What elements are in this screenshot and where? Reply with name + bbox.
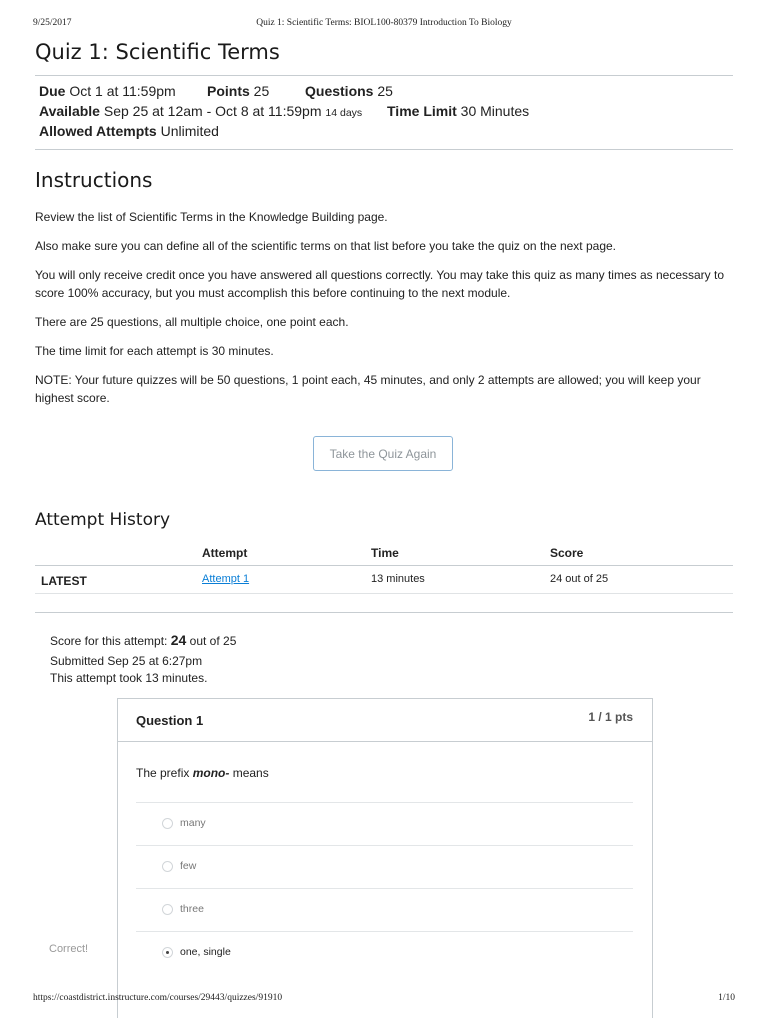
instruction-paragraph: NOTE: Your future quizzes will be 50 questions, 1 point each, 45 minutes, and only 2 attempts are allowed; you will keep your highest score. [35, 373, 701, 405]
instruction-paragraph: You will only receive credit once you have answered all questions correctly. You may take this quiz as many times as necessary to score 100% accuracy, but you must accomplish this before continuing to the next module. [35, 268, 725, 300]
question-prompt [136, 766, 269, 780]
attempt-1-link[interactable]: Attempt 1 [202, 573, 250, 585]
radio-button[interactable] [162, 904, 173, 915]
score-prefix: Score for this attempt: [50, 634, 168, 648]
column-header-attempt: Attempt [202, 546, 248, 560]
points-label: Points [207, 83, 250, 99]
latest-label: LATEST [41, 574, 87, 588]
table-row-divider [35, 593, 733, 594]
score-value: 24 [170, 632, 187, 648]
radio-button[interactable] [162, 861, 173, 872]
table-header-divider [35, 565, 733, 566]
available-days: 14 days [325, 107, 363, 119]
divider [35, 612, 733, 613]
column-header-time: Time [371, 546, 399, 560]
answer-divider [136, 802, 633, 803]
available-label: Available [39, 103, 100, 119]
prompt-term: mono- [192, 766, 230, 780]
column-header-score: Score [550, 546, 584, 560]
print-header [33, 18, 735, 32]
due-label: Due [39, 83, 66, 99]
answer-label: three [180, 903, 204, 915]
answer-label: one, single [180, 946, 231, 958]
questions-meta [305, 83, 393, 99]
prompt-suffix: means [232, 766, 269, 780]
attempt-time: 13 minutes [371, 573, 425, 585]
duration-text: This attempt took 13 minutes. [50, 671, 208, 685]
quiz-meta-row-1 [39, 83, 176, 99]
points-meta [207, 83, 269, 99]
allowed-attempts-value: Unlimited [160, 123, 219, 139]
instruction-paragraph: Review the list of Scientific Terms in the Knowledge Building page. [35, 210, 388, 224]
questions-value: 25 [377, 83, 393, 99]
score-suffix: out of 25 [189, 634, 237, 648]
page-title: Quiz 1: Scientific Terms [35, 40, 280, 64]
question-card [117, 698, 653, 1018]
time-limit-value: 30 Minutes [460, 103, 530, 119]
divider [35, 149, 733, 150]
instruction-paragraph: The time limit for each attempt is 30 minutes. [35, 344, 274, 358]
questions-label: Questions [305, 83, 374, 99]
page-number: 1/10 [718, 993, 735, 1003]
attempt-score: 24 out of 25 [550, 573, 609, 585]
divider [35, 75, 733, 76]
print-url: https://coastdistrict.instructure.com/courses/29443/quizzes/91910 [33, 993, 283, 1003]
answer-divider [136, 931, 633, 932]
correct-feedback-label: Correct! [49, 943, 89, 955]
answer-label: many [180, 817, 206, 829]
answer-divider [136, 845, 633, 846]
radio-button[interactable] [162, 818, 173, 829]
radio-button-selected[interactable] [162, 947, 173, 958]
available-meta [39, 103, 362, 119]
available-value: Sep 25 at 12am - Oct 8 at 11:59pm [103, 103, 322, 119]
instruction-paragraph: There are 25 questions, all multiple choice, one point each. [35, 315, 349, 329]
instruction-paragraph: Also make sure you can define all of the scientific terms on that list before you take the quiz on the next page. [35, 239, 616, 253]
submitted-text: Submitted Sep 25 at 6:27pm [50, 654, 203, 668]
time-limit-label: Time Limit [387, 103, 457, 119]
print-title: Quiz 1: Scientific Terms: BIOL100-80379 Introduction To Biology [256, 18, 512, 28]
due-value: Oct 1 at 11:59pm [69, 83, 176, 99]
question-points: 1 / 1 pts [588, 710, 633, 724]
points-value: 25 [253, 83, 270, 99]
instructions-heading: Instructions [35, 168, 153, 192]
attempts-meta [39, 123, 219, 139]
print-footer [33, 993, 735, 1007]
time-limit-meta [387, 103, 529, 119]
answer-divider [136, 888, 633, 889]
attempt-history-heading: Attempt History [35, 510, 171, 530]
answer-label: few [180, 860, 197, 872]
print-date: 9/25/2017 [33, 18, 72, 28]
take-quiz-again-button[interactable]: Take the Quiz Again [313, 436, 453, 471]
question-header [118, 699, 652, 742]
score-summary [50, 632, 236, 648]
prompt-prefix: The prefix [136, 766, 190, 780]
allowed-attempts-label: Allowed Attempts [39, 123, 157, 139]
question-title: Question 1 [136, 713, 204, 728]
